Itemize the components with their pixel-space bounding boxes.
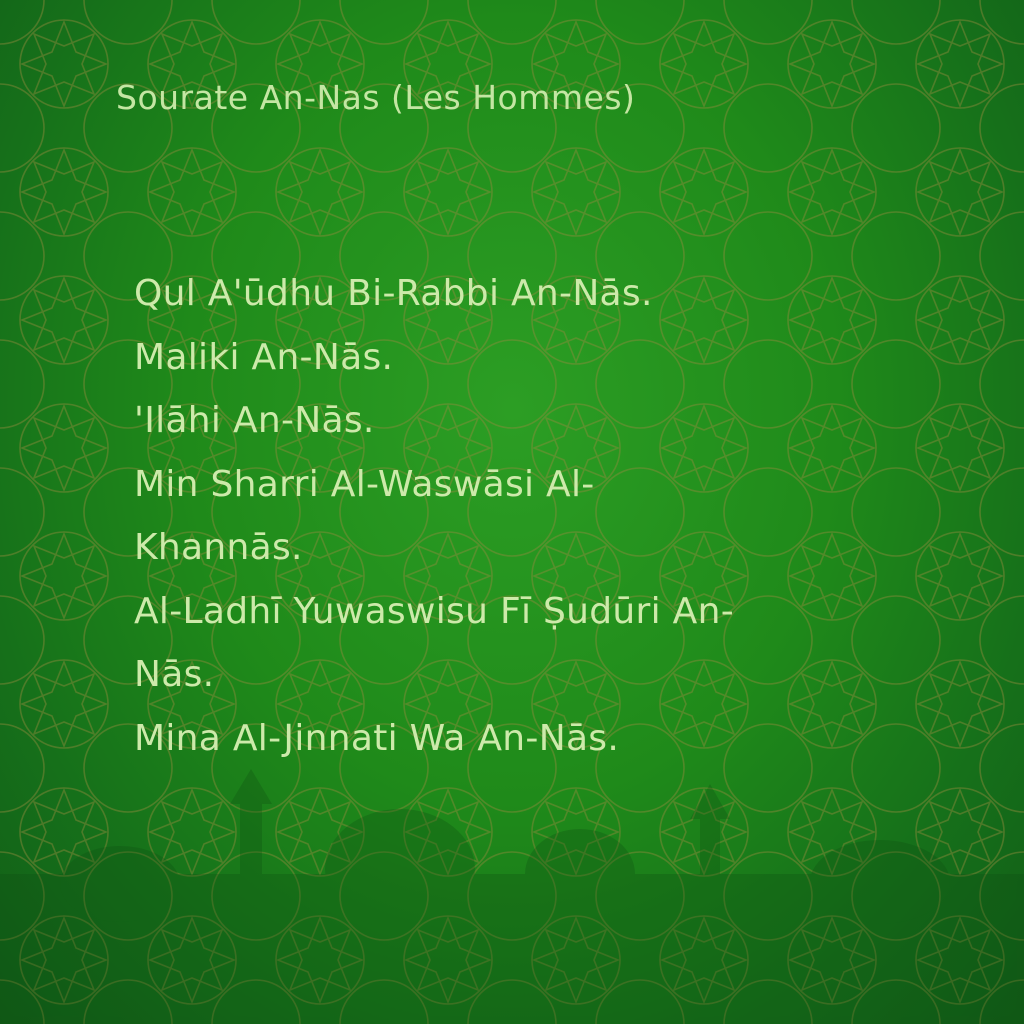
verse-line: Khannās.: [134, 527, 303, 568]
verse-text-block: [134, 262, 994, 770]
verse-line: Min Sharri Al-Waswāsi Al-: [134, 463, 595, 505]
verse-line: Nās.: [134, 654, 215, 695]
verse-line: Al-Ladhī Yuwaswisu Fī Ṣudūri An-: [134, 590, 735, 632]
page-title: Sourate An-Nas (Les Hommes): [116, 78, 636, 117]
verse-line: 'Ilāhi An-Nās.: [134, 400, 375, 441]
verse-line: Mina Al-Jinnati Wa An-Nās.: [134, 717, 620, 759]
verse-line: Qul A'ūdhu Bi-Rabbi An-Nās.: [134, 273, 653, 314]
mosque-silhouette-decoration: [0, 764, 1024, 1024]
verse-line: Maliki An-Nās.: [134, 336, 394, 378]
